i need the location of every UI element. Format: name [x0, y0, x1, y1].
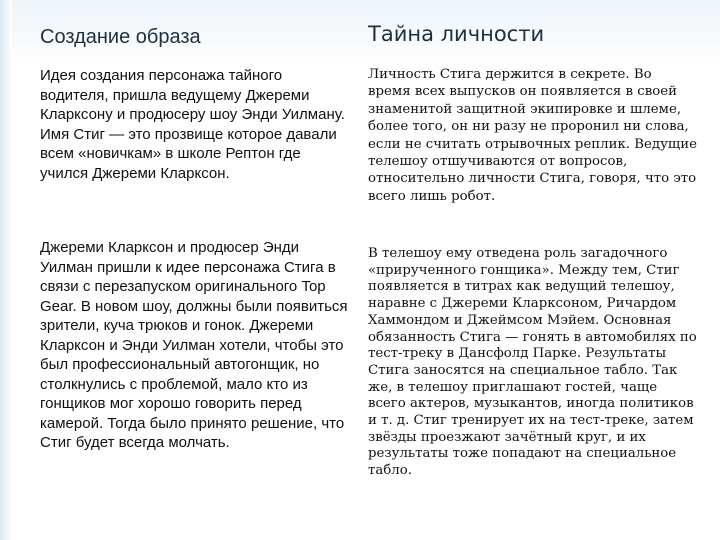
right-paragraph-secret: Личность Стига держится в секрете. Во время всех выпусков он появляется в своей знаменитой защитной экипировке и шлеме, более того, он ни разу не проронил ни слова, если не считать отрывочных реплик. Ведущие телешоу отшучиваются от вопросов, относительно личности Стига, говоря, что это всего лишь робот.: [368, 67, 697, 204]
heading-mystery-of-identity: Тайна личности: [368, 22, 545, 46]
left-paragraph-concept: Джереми Кларксон и продюсер Энди Уилман пришли к идее персонажа Стига в связи с перезапуском оригинального Top Gear. В новом шоу, должны были появиться зрители, куча трюков и гонок. Джереми Кларксон и Энди Уилман хотели, чтобы это был профессиональный автогонщик, но столкнулись с проблемой, мало кто из гонщиков мог хорошо говорить перед камерой. Тогда было принято решение, что Стиг будет всегда молчать.: [40, 239, 348, 451]
heading-creation-of-image: Создание образа: [40, 26, 201, 48]
right-paragraph-role: В телешоу ему отведена роль загадочного «прирученного гонщика». Между тем, Стиг появляется в титрах как ведущий телешоу, наравне с Джереми Кларксоном, Ричардом Хаммондом и Джеймсом Мэйем. Основная обязанность Стига — гонять в автомобилях по тест-треку в Дансфолд Парке. Результаты Стига заносятся на специальное табло. Так же, в телешоу приглашают гостей, чаще всего актеров, музыкантов, иногда политиков и т. д. Стиг тренирует их на тест-треке, затем звёзды проезжают зачётный круг, и их результаты тоже попадают на специальное табло.: [368, 246, 697, 479]
left-paragraph-origin: Идея создания персонажа тайного водителя, пришла ведущему Джереми Кларксону и продюсеру шоу Энди Уилману. Имя Стиг — это прозвище которое давали всем «новичкам» в школе Рептон где учился Джереми Кларксон.: [40, 67, 345, 182]
left-decorative-stripe: [0, 0, 12, 540]
